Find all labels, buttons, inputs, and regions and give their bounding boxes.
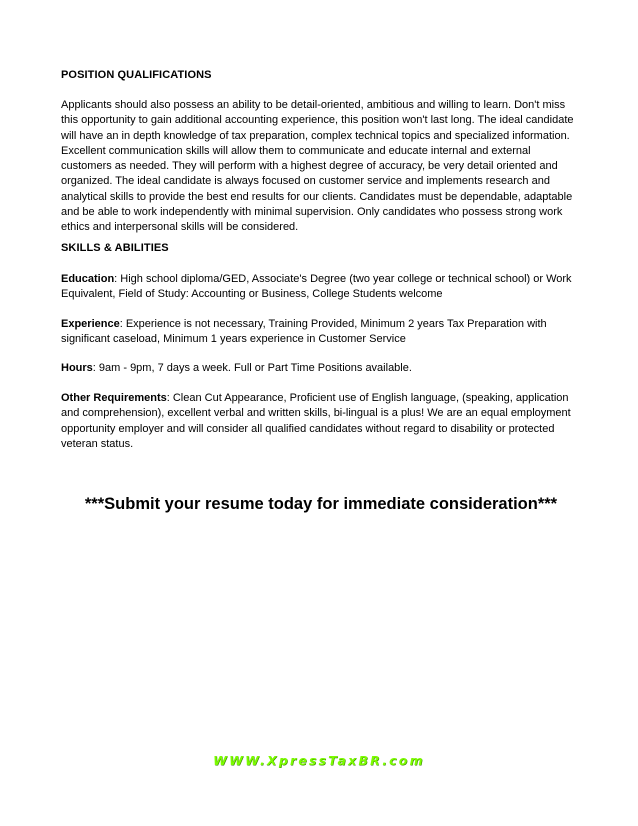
education-label: Education (61, 273, 115, 285)
position-qualifications-heading: POSITION QUALIFICATIONS (61, 69, 212, 81)
website-link[interactable]: WWW.XpressTaxBR.com (213, 753, 425, 768)
skills-abilities-heading: SKILLS & ABILITIES (61, 242, 169, 254)
hours-paragraph (61, 361, 581, 376)
experience-paragraph (61, 317, 581, 348)
other-requirements-text: : Clean Cut Appearance, Proficient use of English language, (speaking, application and comprehension), excellent verbal and written skills, bi-lingual is a plus! We are an equal employment opportunity employer and will consider all qualified candidates without regard to disability or protected veteran status. (61, 392, 571, 450)
other-requirements-label: Other Requirements (61, 392, 167, 404)
experience-text: : Experience is not necessary, Training Provided, Minimum 2 years Tax Preparation with significant caseload, Minimum 1 years experience in Customer Service (61, 318, 547, 346)
other-requirements-paragraph (61, 391, 581, 452)
education-text: : High school diploma/GED, Associate's Degree (two year college or technical school) or Work Equivalent, Field of Study: Accounting or Business, College Students welcome (61, 273, 572, 301)
education-paragraph (61, 272, 581, 303)
position-qualifications-body: Applicants should also possess an ability to be detail-oriented, ambitious and willing to learn. Don't miss this opportunity to gain additional accounting experience, this position won't last long. The ideal candidate will have an in depth knowledge of tax preparation, complex technical topics and specialized information. Excellent communication skills will allow them to communicate and educate internal and external customers as needed. They will perform with a highest degree of accuracy, be very detail oriented and organized. The ideal candidate is always focused on customer service and implements research and analytical skills to provide the best end results for our clients. Candidates must be dependable, adaptable and be able to work independently with minimal supervision. Only candidates who possess strong work ethics and interpersonal skills will be considered. (61, 99, 574, 234)
footer (0, 753, 638, 768)
experience-label: Experience (61, 318, 120, 330)
hours-label: Hours (61, 362, 93, 374)
hours-text: : 9am - 9pm, 7 days a week. Full or Part Time Positions available. (92, 362, 412, 374)
call-to-action: ***Submit your resume today for immediate consideration*** (84, 495, 558, 513)
